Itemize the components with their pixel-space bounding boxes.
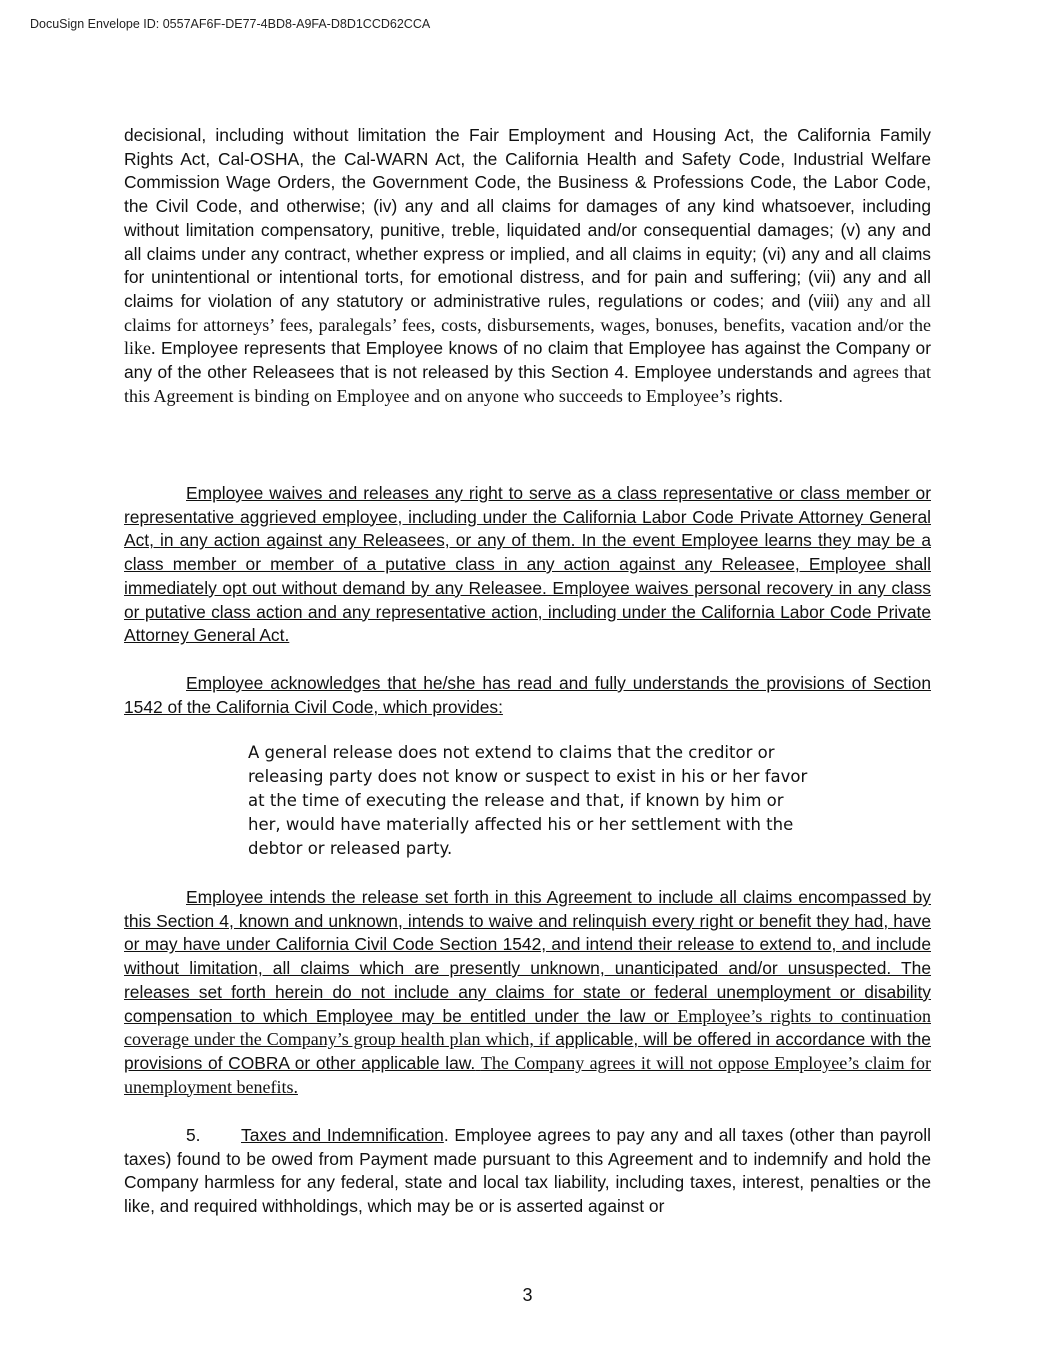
section-heading: Taxes and Indemnification: [241, 1125, 444, 1145]
paragraph-text: Employee represents that Employee knows of no claim that Employee has against the Company or any of the other Releasees that is not released by this Section 4. Employee understands and: [124, 338, 931, 383]
class-waiver-paragraph: [124, 482, 931, 648]
section-number: 5.: [186, 1125, 201, 1145]
paragraph-text: rights.: [735, 385, 784, 406]
paragraph-text: decisional, including without limitation the Fair Employment and Housing Act, the California Family Rights Act, Cal-OSHA, the Cal-WARN Act, the California Health and Safety Code, Industrial Welfare Commission Wage Orders, the Government Code, the Business & Professions Code, the Labor Code, the Civil Code, and otherwise; (iv) any and all claims for damages of any kind whatsoever, including without limitation compensatory, punitive, treble, liquidated and/or consequential damages; (v) any and all claims under any contract, whether express or implied, and all claims in equity; (vi) any and all claims for unintentional or intentional torts, for emotional distress, and for pain and suffering; (vii) any and all claims for violation of any statutory or administrative rules, regulations or codes; and (viii): [124, 125, 931, 311]
intent-text-serif: Employee’s rights to continuation coverage under the Company’s group health plan which, if: [124, 1005, 931, 1050]
page-number: 3: [522, 1285, 533, 1305]
intent-text: Employee intends the release set forth in this Agreement to include all claims encompassed by this Section 4, known and unknown, intends to waive and relinquish every right or benefit they had, have or may have under California Civil Code Section 1542, and intend their release to extend to, and include without limitation, all claims which are presently unknown, unanticipated and/or unsuspected. The releases set forth herein do not include any claims for state or federal unemployment or disability compensation to which Employee may be entitled under the law or: [124, 887, 931, 1026]
intent-text: applicable, will be offered in accordance with the provisions of COBRA or other applicable law.: [124, 1029, 931, 1073]
paragraph-text-serif: agrees that this Agreement is binding on Employee and on anyone who succeeds to Employee’s: [124, 362, 931, 406]
section-5-paragraph: [124, 1124, 931, 1219]
section-heading-period: .: [443, 1125, 449, 1145]
intent-text-serif: The Company agrees it will not oppose Employee’s claim for unemployment benefits.: [124, 1052, 931, 1097]
acknowledgment-text: Employee acknowledges that he/she has read and fully understands the provisions of Section 1542 of the California Civil Code, which provides:: [124, 673, 931, 717]
section-text: Employee agrees to pay any and all taxes (other than payroll taxes) found to be owed from Payment made pursuant to this Agreement and to indemnify and hold the Company harmless for any federal, state and local tax liability, including taxes, interest, penalties or the like, and required withholdings, which may be or is asserted against or: [124, 1125, 931, 1217]
class-waiver-text: Employee waives and releases any right to serve as a class representative or class member or representative aggrieved employee, including under the California Labor Code Private Attorney General Act, in any action against any Releasees, or any of them. In the event Employee learns they may be a class member or member of a putative class in any action against any Releasee, Employee shall immediately opt out without demand by any Releasee. Employee waives personal recovery in any class or putative class action and any representative action, including under the California Labor Code Private Attorney General Act.: [124, 483, 931, 646]
acknowledgment-paragraph: [124, 672, 931, 719]
release-claims-paragraph: [124, 124, 931, 408]
docusign-envelope-id: DocuSign Envelope ID: 0557AF6F-DE77-4BD8-A9FA-D8D1CCD62CCA: [30, 17, 431, 31]
paragraph-text-serif: any and all claims for attorneys’ fees, paralegals’ fees, costs, disbursements, wages, bonuses, benefits, vacation and/or the like.: [124, 290, 931, 359]
release-intent-paragraph: [124, 886, 931, 1099]
section-1542-quote: A general release does not extend to claims that the creditor or releasing party does not know or suspect to exist in his or her favor at the time of executing the release and that, if known by him or her, would have materially affected his or her settlement with the debtor or released party.: [248, 743, 808, 858]
